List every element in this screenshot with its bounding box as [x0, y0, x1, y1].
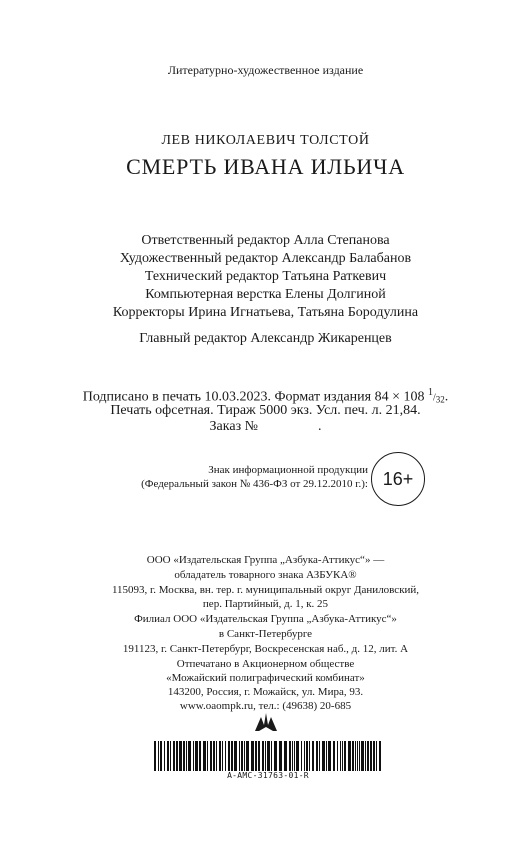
- publisher-line: пер. Партийный, д. 1, к. 25: [202, 598, 329, 610]
- info-mark-line2: (Федеральный закон № 436-ФЗ от 29.12.2010 г.):: [141, 478, 368, 490]
- publisher-line: ООО «Издательская Группа „Азбука-Аттикус“» —: [146, 554, 385, 566]
- print-info-text: Подписано в печать 10.03.2023. Формат издания 84 × 108: [82, 389, 428, 405]
- info-mark-text: [128, 463, 368, 491]
- publisher-logo-icon: [253, 711, 279, 733]
- print-info-line2: Печать офсетная. Тираж 5000 экз. Усл. печ. л. 21,84.: [110, 403, 421, 418]
- publisher-line: «Можайский полиграфический комбинат»: [166, 672, 365, 684]
- publisher-line: в Санкт-Петербурге: [218, 628, 313, 640]
- order-label: Заказ №: [209, 419, 258, 434]
- staff-line: Художественный редактор Александр Балабанов: [119, 251, 412, 266]
- staff-line: Технический редактор Татьяна Раткевич: [144, 269, 387, 284]
- age-rating-badge: 16+: [371, 452, 425, 506]
- publisher-line: обладатель товарного знака АЗБУКА®: [174, 569, 357, 581]
- period: .: [317, 419, 322, 434]
- staff-line: Корректоры Ирина Игнатьева, Татьяна Бородулина: [112, 305, 419, 320]
- publisher-line: 143200, Россия, г. Можайск, ул. Мира, 93.: [167, 686, 364, 698]
- format-fraction-numerator: 1: [428, 387, 433, 398]
- barcode-icon: [154, 741, 382, 771]
- format-fraction-denominator: 32: [435, 394, 445, 405]
- fraction-slash: /: [433, 392, 436, 404]
- publisher-line: 191123, г. Санкт-Петербург, Воскресенская наб., д. 12, лит. А: [122, 643, 409, 655]
- publisher-line: 115093, г. Москва, вн. тер. г. муниципальный округ Даниловский,: [111, 584, 420, 596]
- author-name: ЛЕВ НИКОЛАЕВИЧ ТОЛСТОЙ: [161, 133, 370, 148]
- staff-line: Компьютерная верстка Елены Долгиной: [145, 287, 386, 302]
- barcode-text: A-AMC-31763-01-R: [227, 771, 309, 780]
- genre-line: Литературно-художественное издание: [167, 63, 364, 77]
- chief-editor: Главный редактор Александр Жикаренцев: [139, 331, 392, 346]
- order-line: [0, 419, 531, 435]
- book-title: СМЕРТЬ ИВАНА ИЛЬИЧА: [126, 154, 405, 179]
- info-mark-line1: Знак информационной продукции: [208, 464, 368, 476]
- publisher-line: www.oaompk.ru, тел.: (49638) 20-685: [179, 700, 352, 712]
- publisher-line: Филиал ООО «Издательская Группа „Азбука-Аттикус“»: [134, 613, 397, 625]
- publisher-line: Отпечатано в Акционерном обществе: [176, 658, 355, 670]
- period: .: [444, 389, 449, 405]
- staff-line: Ответственный редактор Алла Степанова: [141, 233, 390, 248]
